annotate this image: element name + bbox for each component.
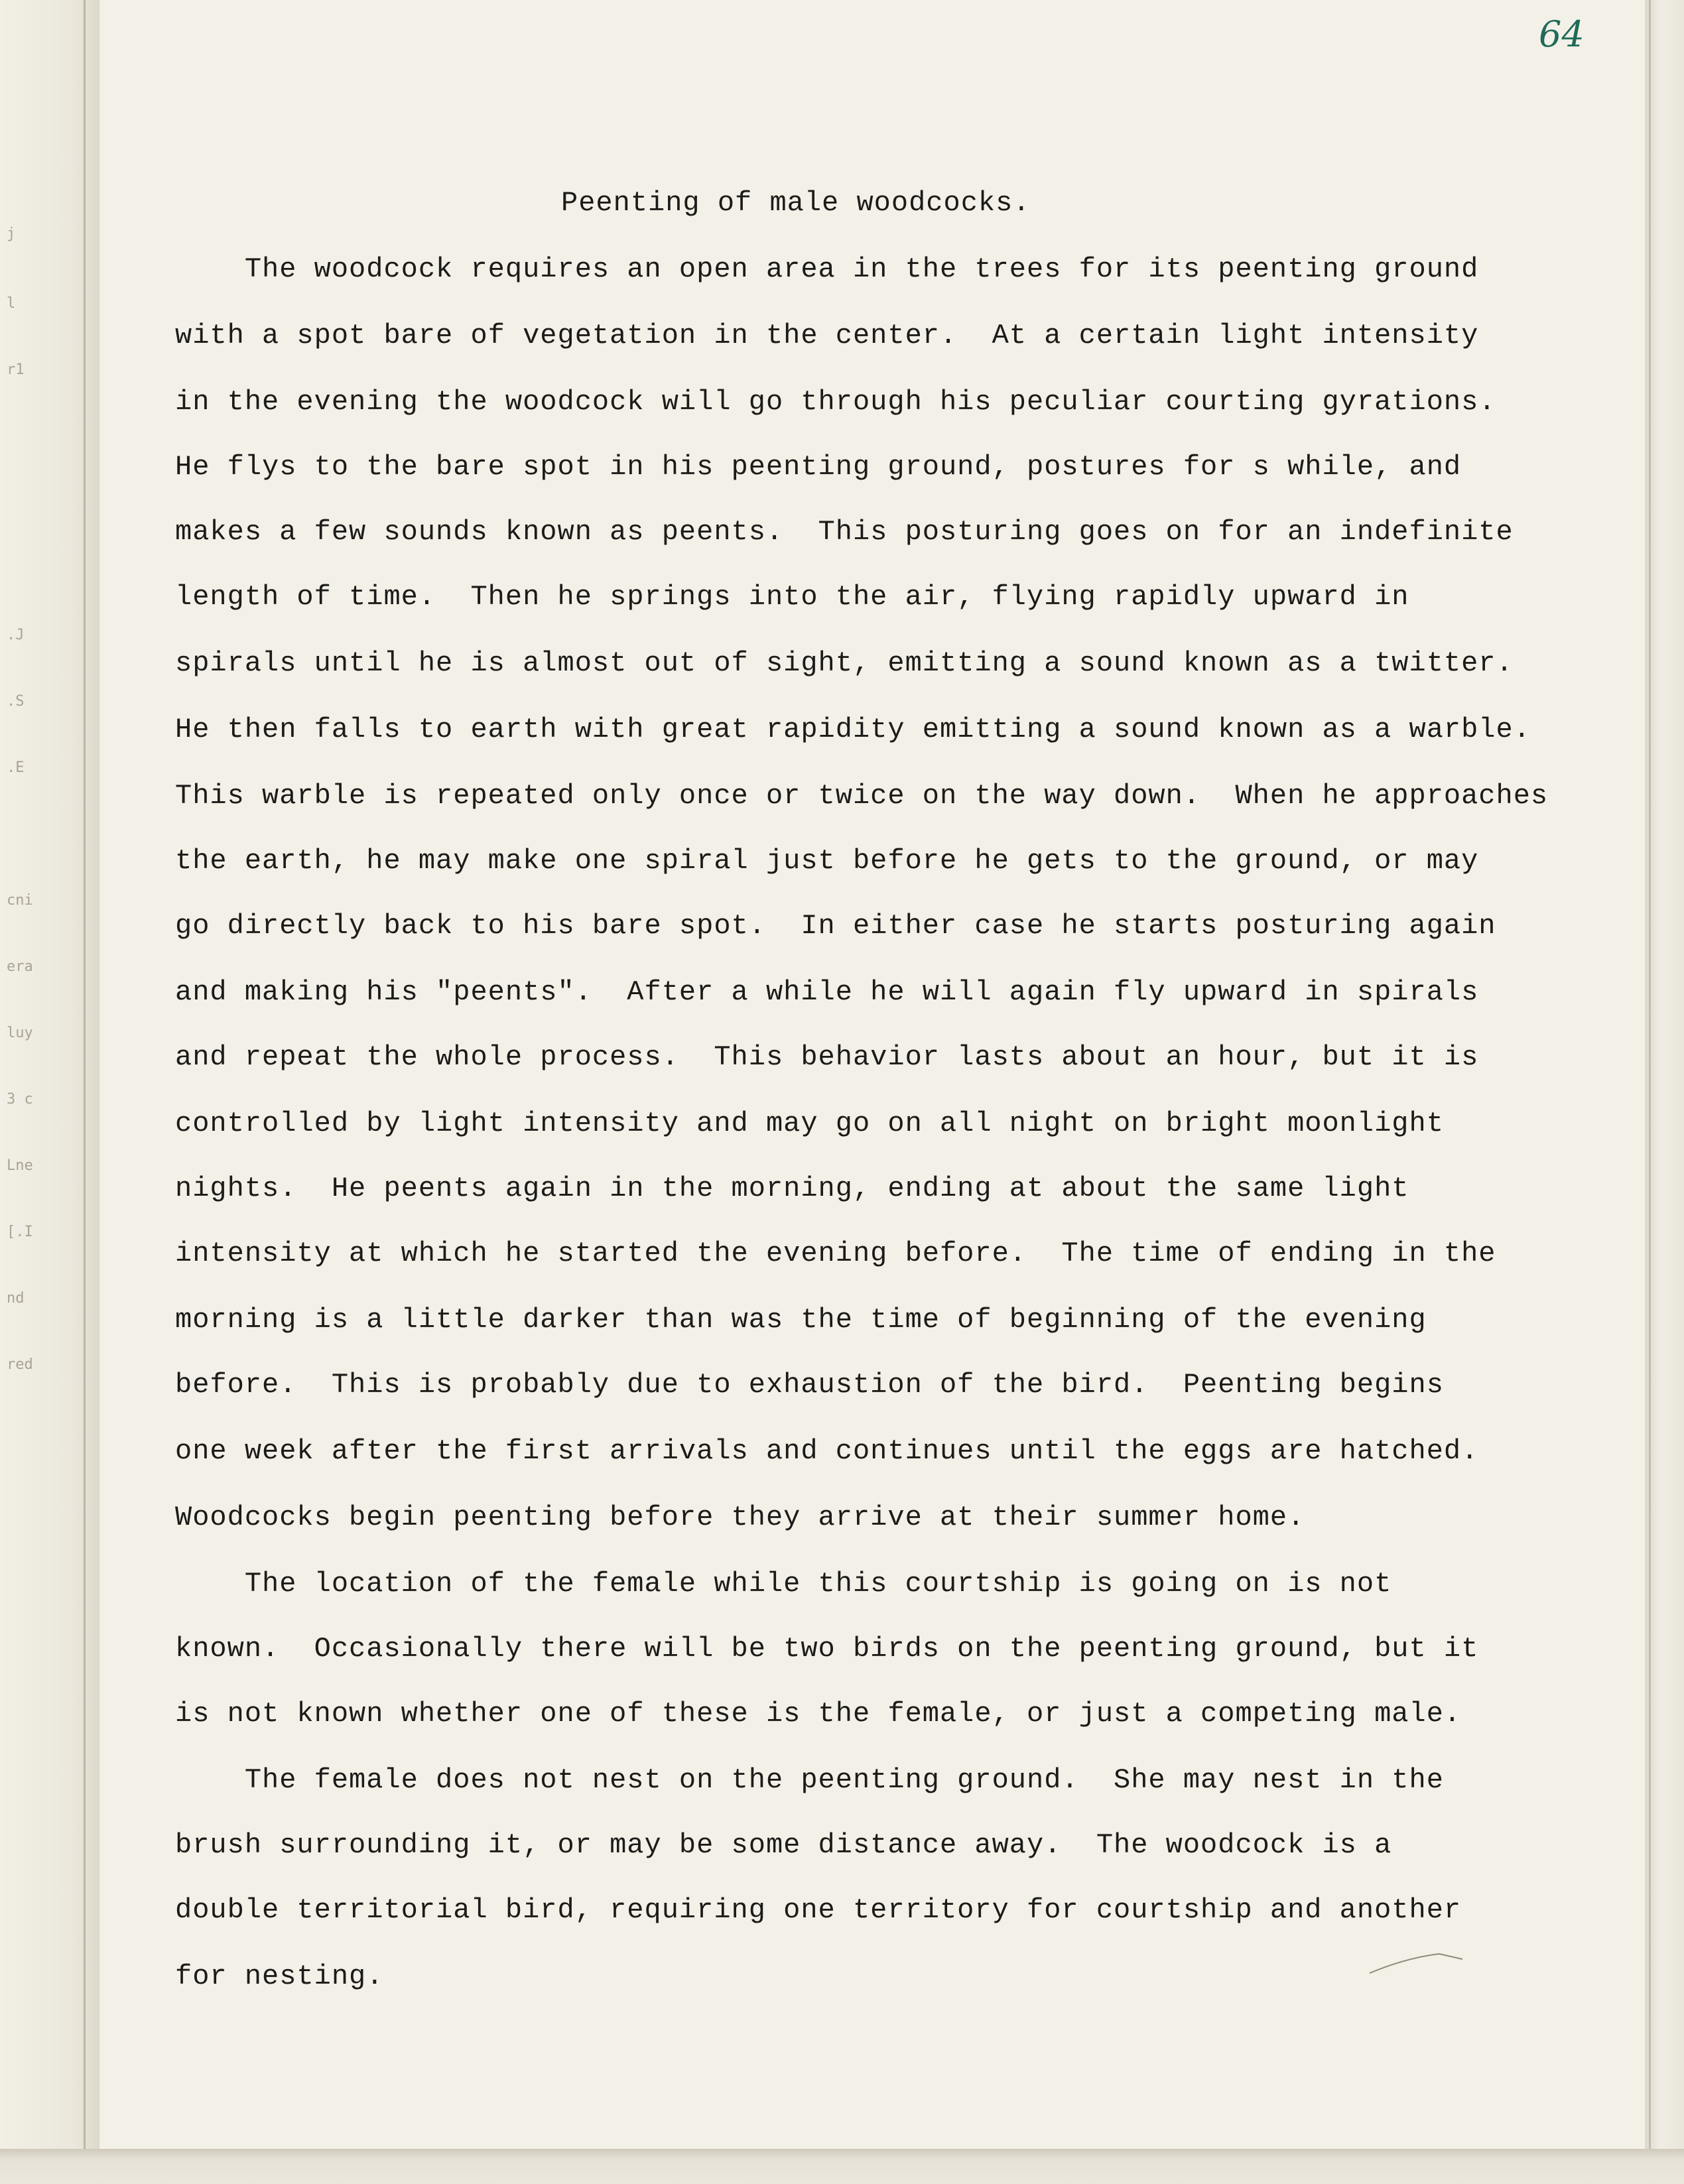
bleed-mark: l bbox=[7, 295, 16, 312]
text-line: The location of the female while this courtship is going on is not bbox=[175, 1568, 1392, 1600]
bleed-mark: 3 c bbox=[7, 1091, 33, 1108]
text-line: go directly back to his bare spot. In either case he starts posturing again bbox=[175, 910, 1496, 942]
bleed-mark: .J bbox=[7, 627, 25, 643]
text-line: morning is a little darker than was the time of beginning of the evening bbox=[175, 1304, 1427, 1336]
text-line: is not known whether one of these is the female, or just a competing male. bbox=[175, 1698, 1462, 1730]
bleed-mark: .S bbox=[7, 693, 25, 710]
text-line: brush surrounding it, or may be some distance away. The woodcock is a bbox=[175, 1829, 1392, 1861]
text-line: one week after the first arrivals and continues until the eggs are hatched. bbox=[175, 1435, 1479, 1467]
text-line: the earth, he may make one spiral just before he gets to the ground, or may bbox=[175, 845, 1479, 877]
text-line: and repeat the whole process. This behavior lasts about an hour, but it is bbox=[175, 1041, 1479, 1073]
left-edge-line bbox=[84, 0, 86, 2184]
bleed-mark: [.I bbox=[7, 1224, 33, 1240]
bleed-through-margin bbox=[0, 0, 73, 2184]
bleed-mark: red bbox=[7, 1356, 33, 1373]
text-line: in the evening the woodcock will go through his peculiar courting gyrations. bbox=[175, 386, 1496, 418]
bleed-mark: Lne bbox=[7, 1157, 33, 1174]
text-line: This warble is repeated only once or twice on the way down. When he approaches bbox=[175, 780, 1549, 812]
right-edge-line bbox=[1649, 0, 1651, 2184]
text-line: The woodcock requires an open area in the trees for its peenting ground bbox=[175, 253, 1479, 285]
text-line: intensity at which he started the evening before. The time of ending in the bbox=[175, 1238, 1496, 1269]
text-line: and making his "peents". After a while he will again fly upward in spirals bbox=[175, 976, 1479, 1008]
text-line: double territorial bird, requiring one territory for courtship and another bbox=[175, 1894, 1462, 1926]
text-line: for nesting. bbox=[175, 1960, 384, 1992]
pencil-stroke bbox=[1366, 1950, 1466, 1976]
text-line: nights. He peents again in the morning, ending at about the same light bbox=[175, 1173, 1409, 1204]
text-line: spirals until he is almost out of sight, emitting a sound known as a twitter. bbox=[175, 647, 1514, 679]
text-line: controlled by light intensity and may go on all night on bright moonlight bbox=[175, 1108, 1444, 1139]
bleed-mark: nd bbox=[7, 1290, 25, 1307]
bleed-mark: era bbox=[7, 958, 33, 975]
text-line: length of time. Then he springs into the air, flying rapidly upward in bbox=[175, 581, 1409, 613]
handwritten-page-number: 64 bbox=[1539, 13, 1585, 55]
text-line: known. Occasionally there will be two birds on the peenting ground, but it bbox=[175, 1633, 1479, 1665]
bleed-mark: luy bbox=[7, 1025, 33, 1041]
bottom-page-edge bbox=[0, 2149, 1684, 2184]
text-line: Woodcocks begin peenting before they arrive at their summer home. bbox=[175, 1502, 1305, 1533]
text-line: makes a few sounds known as peents. This posturing goes on for an indefinite bbox=[175, 516, 1514, 548]
bleed-mark: r1 bbox=[7, 361, 25, 378]
page-title: Peenting of male woodcocks. bbox=[561, 187, 1031, 219]
text-line: He flys to the bare spot in his peenting ground, postures for s while, and bbox=[175, 451, 1462, 483]
bleed-mark: j bbox=[7, 225, 16, 242]
text-line: before. This is probably due to exhaustion of the bird. Peenting begins bbox=[175, 1369, 1444, 1401]
text-line: The female does not nest on the peenting ground. She may nest in the bbox=[175, 1764, 1444, 1796]
bleed-mark: .E bbox=[7, 759, 25, 776]
text-line: He then falls to earth with great rapidity emitting a sound known as a warble. bbox=[175, 714, 1531, 745]
bleed-mark: cni bbox=[7, 892, 33, 909]
text-line: with a spot bare of vegetation in the center. At a certain light intensity bbox=[175, 320, 1479, 352]
